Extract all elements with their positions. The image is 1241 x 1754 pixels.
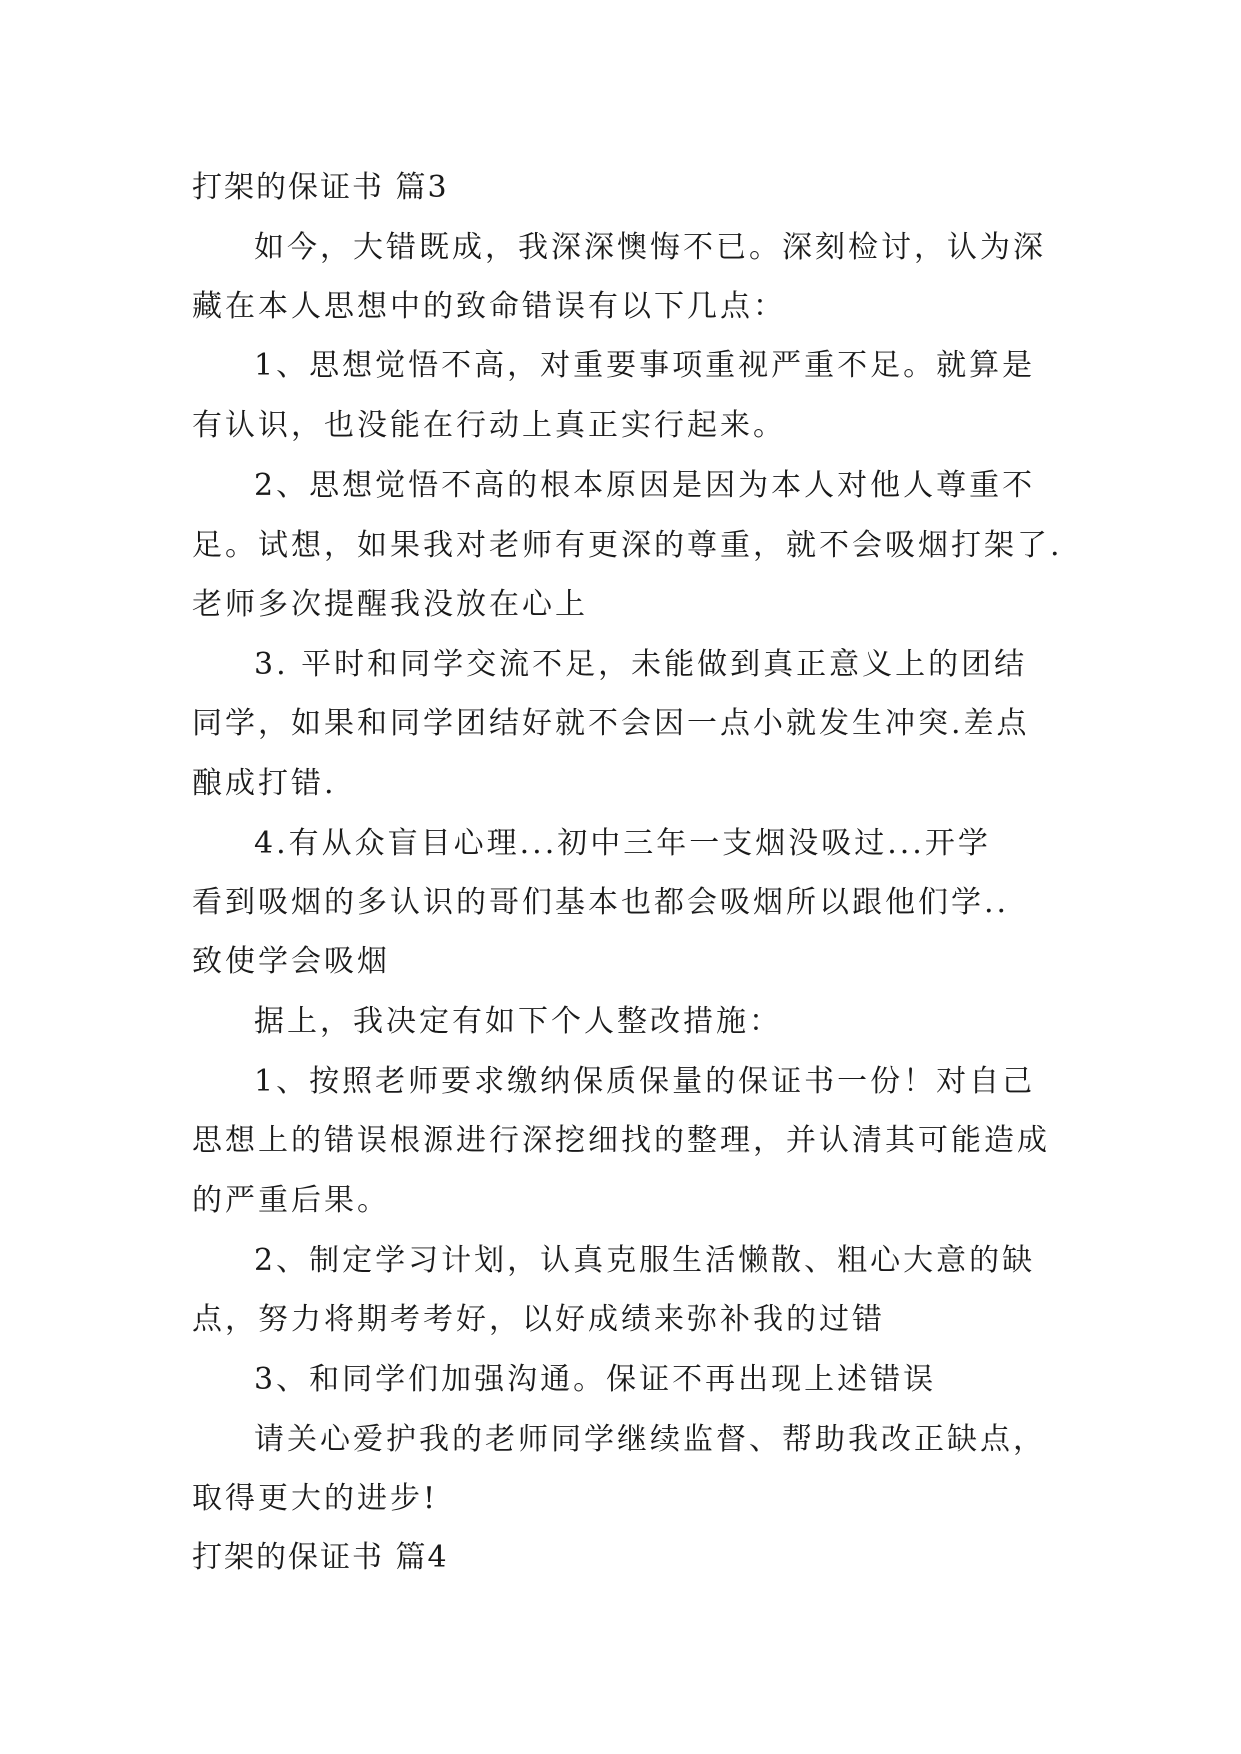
paragraph-line: 3、和同学们加强沟通。保证不再出现上述错误 — [254, 1362, 937, 1397]
paragraph-line: 1、思想觉悟不高，对重要事项重视严重不足。就算是 — [254, 348, 1036, 383]
paragraph-line: 的严重后果。 — [192, 1183, 390, 1218]
paragraph-line: 点，努力将期考考好，以好成绩来弥补我的过错 — [192, 1302, 885, 1337]
paragraph-line: 酿成打错. — [192, 766, 337, 801]
paragraph-line: 2、思想觉悟不高的根本原因是因为本人对他人尊重不 — [254, 468, 1036, 503]
paragraph-line: 4.有从众盲目心理...初中三年一支烟没吸过...开学 — [254, 826, 991, 861]
paragraph-line: 老师多次提醒我没放在心上 — [192, 587, 588, 622]
paragraph-line: 思想上的错误根源进行深挖细找的整理，并认清其可能造成 — [192, 1123, 1050, 1158]
paragraph-line: 足。试想，如果我对老师有更深的尊重，就不会吸烟打架了. — [192, 528, 1063, 563]
paragraph-line: 2、制定学习计划，认真克服生活懒散、粗心大意的缺 — [254, 1243, 1036, 1278]
paragraph-line: 1、按照老师要求缴纳保质保量的保证书一份！对自己 — [254, 1064, 1036, 1099]
paragraph-line: 取得更大的进步! — [192, 1481, 439, 1516]
section-heading: 打架的保证书 篇3 — [192, 170, 449, 205]
paragraph-line: 致使学会吸烟 — [192, 944, 390, 979]
paragraph-line: 据上，我决定有如下个人整改措施： — [254, 1004, 782, 1039]
paragraph-line: 请关心爱护我的老师同学继续监督、帮助我改正缺点， — [254, 1422, 1046, 1457]
paragraph-line: 同学，如果和同学团结好就不会因一点小就发生冲突.差点 — [192, 706, 1030, 741]
paragraph-line: 看到吸烟的多认识的哥们基本也都会吸烟所以跟他们学.. — [192, 885, 1010, 920]
paragraph-line: 如今，大错既成，我深深懊悔不已。深刻检讨，认为深 — [254, 230, 1046, 265]
section-heading: 打架的保证书 篇4 — [192, 1540, 449, 1575]
paragraph-line: 有认识，也没能在行动上真正实行起来。 — [192, 408, 786, 443]
paragraph-line: 3. 平时和同学交流不足，未能做到真正意义上的团结 — [254, 647, 1028, 682]
paragraph-line: 藏在本人思想中的致命错误有以下几点： — [192, 289, 786, 324]
